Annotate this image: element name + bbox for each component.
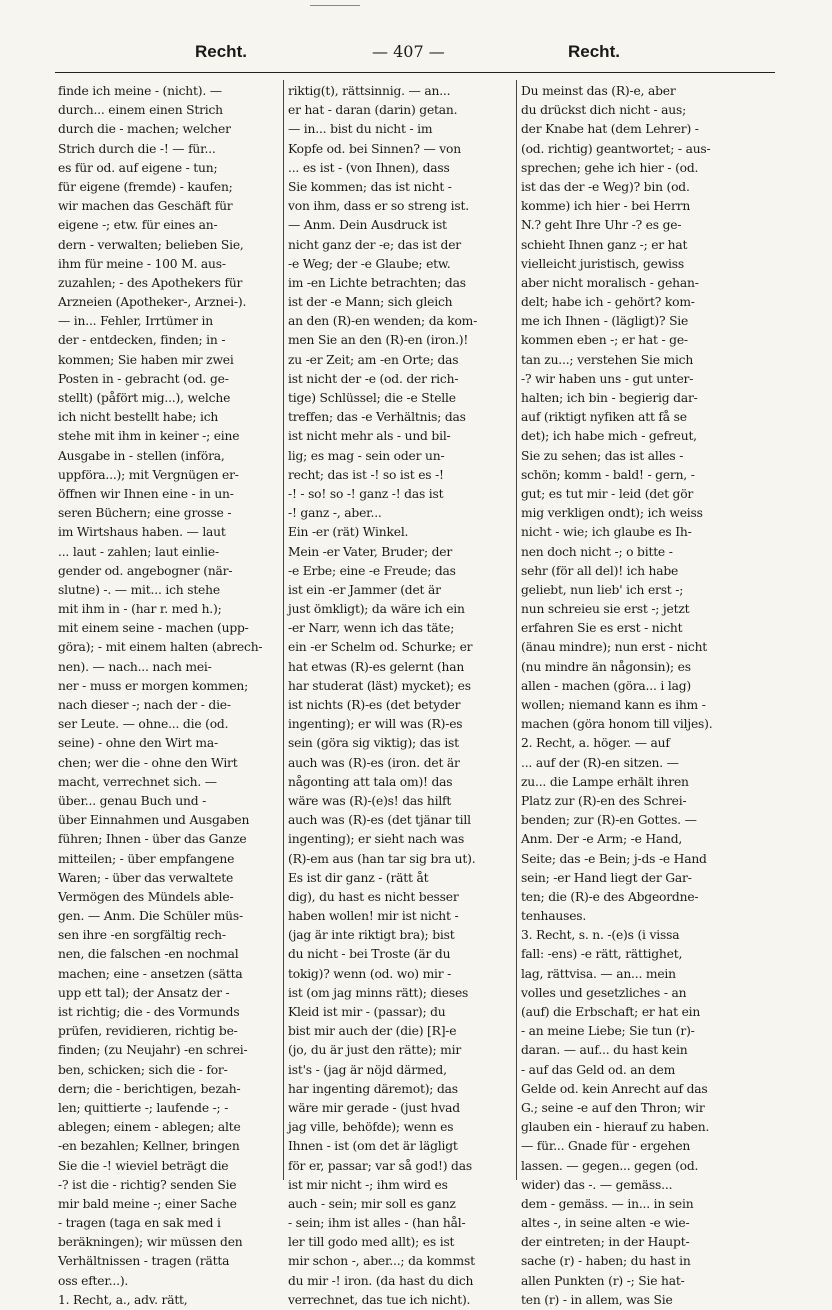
text-line: zuzahlen; - des Apothekers für	[58, 275, 243, 290]
text-line: Sie zu sehen; das ist alles -	[521, 448, 684, 463]
text-line: beräkningen); wir müssen den	[58, 1235, 243, 1250]
text-line: det); ich habe mich - gefreut,	[521, 429, 697, 444]
text-line: 1. Recht, a., adv. rätt,	[58, 1292, 188, 1307]
text-line: dern - verwalten; belieben Sie,	[58, 237, 244, 252]
text-line: Vermögen des Mündels able-	[58, 889, 234, 904]
text-line: 2. Recht, a. höger. — auf	[521, 736, 670, 751]
text-line: sehr (för all del)! ich habe	[521, 563, 679, 578]
text-line: kommen eben -; er hat - ge-	[521, 333, 688, 348]
text-line: auch was (R)-es (det tjänar till	[288, 813, 471, 828]
text-line: für eigene (fremde) - kaufen;	[58, 179, 233, 194]
text-line: ... auf der (R)-en sitzen. —	[521, 755, 679, 770]
text-line: komme) ich hier - bei Herrn	[521, 199, 691, 214]
text-line: wäre mir gerade - (just hvad	[288, 1100, 460, 1115]
text-line: Platz zur (R)-en des Schrei-	[521, 793, 687, 808]
text-line: upp ett tal); der Ansatz der -	[58, 985, 230, 1000]
text-line: -e Weg; der -e Glaube; etw.	[288, 256, 451, 271]
text-line: (nu mindre än någonsin); es	[521, 659, 691, 674]
text-line: — in... Fehler, Irrtümer in	[58, 314, 213, 329]
text-line: Waren; - über das verwaltete	[58, 870, 234, 885]
text-line: recht; das ist -! so ist es -!	[288, 467, 444, 482]
text-line: ist nicht der -e (od. der rich-	[288, 371, 459, 386]
text-line: (od. richtig) geantwortet; - aus-	[521, 141, 711, 156]
text-line: es für od. auf eigene - tun;	[58, 160, 218, 175]
header-rule	[55, 72, 775, 73]
text-line: ist nichts (R)-es (det betyder	[288, 698, 461, 712]
text-line: - an meine Liebe; Sie tun (r)-	[521, 1024, 695, 1039]
text-line: oss efter...).	[58, 1273, 129, 1288]
print-mark	[310, 5, 360, 10]
text-line: machen (göra honom till viljes).	[521, 717, 713, 732]
text-line: ein -er Schelm od. Schurke; er	[288, 640, 473, 655]
text-line: sen ihre -en sorgfältig rech-	[58, 928, 226, 943]
page-number: — 407 —	[372, 42, 445, 61]
text-line: Sie kommen; das ist nicht -	[288, 179, 452, 194]
text-line: im Wirtshaus haben. — laut	[58, 525, 226, 540]
text-line: eigene -; etw. für eines an-	[58, 218, 218, 233]
text-line: finden; (zu Neujahr) -en schrei-	[58, 1043, 248, 1058]
text-line: an den (R)-en wenden; da kom-	[288, 314, 478, 329]
text-line: -! ganz -, aber...	[288, 506, 382, 521]
text-line: nicht ganz der -e; das ist der	[288, 237, 461, 252]
text-line: G.; seine -e auf den Thron; wir	[521, 1100, 705, 1115]
text-line: vielleicht juristisch, gewiss	[521, 256, 684, 271]
text-line: durch... einem einen Strich	[58, 103, 223, 118]
text-line: prüfen, revidieren, richtig be-	[58, 1024, 238, 1039]
text-line: någonting att tala om)! das	[288, 774, 453, 789]
text-line: just ömkligt); da wäre ich ein	[288, 602, 465, 617]
text-line: glauben ein - hierauf zu haben.	[521, 1120, 710, 1135]
text-line: sein (göra sig viktig); das ist	[288, 736, 459, 751]
text-line: — Anm. Dein Ausdruck ist	[288, 218, 447, 233]
text-line: lag, rättvisa. — an... mein	[521, 966, 676, 981]
text-line: men Sie an den (R)-en (iron.)!	[288, 333, 469, 348]
text-line: ist richtig; die - des Vormunds	[58, 1005, 240, 1019]
text-line: zu -er Zeit; am -en Orte; das	[288, 352, 459, 367]
text-line: delt; habe ich - gehört? kom-	[521, 295, 695, 310]
text-line: uppföra...); mit Vergnügen er-	[58, 467, 239, 482]
text-line: tan zu...; verstehen Sie mich	[521, 352, 694, 367]
text-line: Du meinst das (R)-e, aber	[521, 84, 676, 98]
text-line: slutne) -. — mit... ich stehe	[58, 582, 220, 597]
text-line: ben, schicken; sich die - for-	[58, 1062, 228, 1077]
text-line: N.? geht Ihre Uhr -? es ge-	[521, 218, 682, 233]
text-line: dig), du hast es nicht besser	[288, 889, 459, 904]
text-line: ist ein -er Jammer (det är	[288, 582, 441, 597]
text-line: chen; wer die - ohne den Wirt	[58, 755, 238, 770]
text-line: Anm. Der -e Arm; -e Hand,	[521, 832, 683, 847]
running-head	[0, 42, 832, 72]
text-line: daran. — auf... du hast kein	[521, 1043, 688, 1058]
text-line: tenhauses.	[521, 909, 587, 924]
text-line: von ihm, dass er so streng ist.	[288, 199, 469, 214]
text-line: der - entdecken, finden; in -	[58, 333, 226, 348]
text-line: finde ich meine - (nicht). —	[58, 84, 222, 98]
text-line: — für... Gnade für - ergehen	[521, 1139, 691, 1154]
text-line: wir machen das Geschäft für	[58, 199, 233, 214]
text-line: stellt) (påfört mig...), welche	[58, 391, 231, 405]
text-line: ingenting); er sieht nach was	[288, 832, 465, 847]
text-line: -e Erbe; eine -e Freude; das	[288, 563, 456, 578]
text-line: — in... bist du nicht - im	[288, 122, 433, 137]
text-line: zu... die Lampe erhält ihren	[521, 774, 689, 789]
text-line: fall: -ens) -e rätt, rättighet,	[521, 947, 683, 962]
text-line: Verhältnissen - tragen (rätta	[58, 1254, 230, 1269]
text-line: stehe mit ihm in keiner -; eine	[58, 429, 240, 444]
text-line: gender od. angebogner (när-	[58, 563, 233, 578]
text-line: ser Leute. — ohne... die (od.	[58, 717, 229, 732]
text-line: dem - gemäss. — in... in sein	[521, 1196, 694, 1211]
text-line: kommen; Sie haben mir zwei	[58, 352, 234, 367]
text-line: ich nicht bestellt habe; ich	[58, 410, 219, 425]
text-line: ihm für meine - 100 M. aus-	[58, 256, 226, 271]
text-line: ist der -e Mann; sich gleich	[288, 295, 453, 310]
text-line: sache (r) - haben; du hast in	[521, 1254, 691, 1269]
text-line: wider) das -. — gemäss...	[521, 1177, 673, 1192]
text-line: über Einnahmen und Ausgaben	[58, 813, 250, 828]
text-line: Ein -er (rät) Winkel.	[288, 525, 409, 540]
column-divider	[516, 80, 517, 1180]
text-line: ten; die (R)-e des Abgeordne-	[521, 889, 699, 904]
text-line: halten; ich bin - begierig dar-	[521, 391, 698, 405]
text-line: gen. — Anm. Die Schüler müs-	[58, 909, 243, 924]
text-line: (änau mindre); nun erst - nicht	[521, 640, 708, 655]
text-line: auch was (R)-es (iron. det är	[288, 755, 460, 770]
text-line: ner - muss er morgen kommen;	[58, 678, 249, 693]
text-line: ist nicht mehr als - und bil-	[288, 429, 451, 444]
text-line: du drückst dich nicht - aus;	[521, 103, 687, 118]
text-line: haben wollen! mir ist nicht -	[288, 909, 459, 924]
text-line: nen). — nach... nach mei-	[58, 659, 212, 674]
text-line: er hat - daran (darin) getan.	[288, 103, 458, 118]
text-line: sprechen; gehe ich hier - (od.	[521, 160, 699, 175]
text-line: mit ihm in - (har r. med h.);	[58, 602, 222, 617]
running-head-right: Recht.	[568, 42, 620, 61]
text-line: mig verkligen ondt); ich weiss	[521, 506, 703, 521]
text-line: wäre was (R)-(e)s! das hilft	[288, 793, 452, 808]
text-line: har ingenting däremot); das	[288, 1081, 458, 1096]
text-line: -? ist die - richtig? senden Sie	[58, 1177, 237, 1192]
text-line: aber nicht moralisch - gehan-	[521, 275, 699, 290]
text-line: auf (riktigt nyfiken att få se	[521, 410, 687, 425]
text-line: nen doch nicht -; o bitte -	[521, 544, 673, 559]
text-line: Strich durch die -! — für...	[58, 141, 216, 156]
text-line: im -en Lichte betrachten; das	[288, 275, 466, 290]
text-line: tige) Schlüssel; die -e Stelle	[288, 391, 456, 405]
text-line: nach dieser -; nach der - die-	[58, 698, 231, 712]
text-line: treffen; das -e Verhältnis; das	[288, 410, 466, 425]
column-divider	[283, 80, 284, 1180]
text-line: -er Narr, wenn ich das täte;	[288, 621, 455, 636]
text-line: ist das der -e Weg)? bin (od.	[521, 179, 690, 194]
text-line: tokig)? wenn (od. wo) mir -	[288, 966, 452, 981]
text-line: ten (r) - in allem, was Sie	[521, 1292, 673, 1307]
text-line: (jag är inte riktigt bra); bist	[288, 928, 455, 943]
text-line: seine) - ohne den Wirt ma-	[58, 736, 218, 751]
text-line: der eintreten; in der Haupt-	[521, 1235, 690, 1250]
text-line: Posten in - gebracht (od. ge-	[58, 371, 229, 386]
text-line: mir bald meine -; einer Sache	[58, 1196, 237, 1211]
text-line: du mir -! iron. (da hast du dich	[288, 1273, 474, 1288]
text-line: Mein -er Vater, Bruder; der	[288, 544, 453, 559]
text-line: wollen; niemand kann es ihm -	[521, 698, 706, 712]
text-line: har studerat (läst) mycket); es	[288, 678, 471, 693]
text-line: bist mir auch der (die) [R]-e	[288, 1024, 457, 1039]
text-line: öffnen wir Ihnen eine - in un-	[58, 486, 234, 501]
text-line: allen - machen (göra... i lag)	[521, 678, 691, 693]
text-line: Kleid ist mir - (passar); du	[288, 1005, 446, 1019]
text-line: Ausgabe in - stellen (införa,	[58, 448, 225, 463]
text-line: mitteilen; - über empfangene	[58, 851, 235, 866]
text-line: Ihnen - ist (om det är lägligt	[288, 1139, 458, 1154]
text-line: du nicht - bei Troste (är du	[288, 947, 451, 962]
text-line: (jo, du är just den rätte); mir	[288, 1043, 462, 1058]
text-line: macht, verrechnet sich. —	[58, 774, 217, 789]
text-line: -! - so! so -! ganz -! das ist	[288, 486, 444, 501]
text-line: führen; Ihnen - über das Ganze	[58, 832, 247, 847]
text-line: - auf das Geld od. an dem	[521, 1062, 676, 1077]
text-line: nicht - wie; ich glaube es Ih-	[521, 525, 692, 540]
text-line: (R)-em aus (han tar sig bra ut).	[288, 851, 476, 866]
text-line: lig; es mag - sein oder un-	[288, 448, 445, 463]
text-line: altes -, in seine alten -e wie-	[521, 1216, 690, 1231]
text-line: Seite; das -e Bein; j-ds -e Hand	[521, 851, 707, 866]
text-line: geliebt, nun lieb' ich erst -;	[521, 582, 684, 597]
running-head-left: Recht.	[195, 42, 247, 61]
text-line: seren Büchern; eine grosse -	[58, 506, 232, 521]
text-line: verrechnet, das tue ich nicht).	[288, 1292, 471, 1307]
text-line: schieht Ihnen ganz -; er hat	[521, 237, 688, 252]
text-line: hat etwas (R)-es gelernt (han	[288, 659, 465, 674]
text-line: ... laut - zahlen; laut einlie-	[58, 544, 219, 559]
text-column-3	[521, 82, 739, 1307]
text-line: Es ist dir ganz - (rätt åt	[288, 870, 429, 885]
text-column-2	[288, 82, 513, 1307]
text-line: jag ville, behöfde); wenn es	[288, 1120, 454, 1135]
text-line: ist's - (jag är nöjd därmed,	[288, 1062, 447, 1077]
text-column-1	[58, 82, 280, 1307]
text-line: ablegen; einem - ablegen; alte	[58, 1120, 241, 1135]
text-line: 3. Recht, s. n. -(e)s (i vissa	[521, 928, 680, 943]
text-line: (auf) die Erbschaft; er hat ein	[521, 1005, 701, 1019]
text-line: lassen. — gegen... gegen (od.	[521, 1158, 699, 1173]
text-line: volles und gesetzliches - an	[521, 985, 687, 1000]
text-line: erfahren Sie es erst - nicht	[521, 621, 683, 636]
text-line: schön; komm - bald! - gern, -	[521, 467, 695, 482]
text-line: - sein; ihm ist alles - (han hål-	[288, 1216, 466, 1231]
text-line: Gelde od. kein Anrecht auf das	[521, 1081, 708, 1096]
text-line: nun schreieu sie erst -; jetzt	[521, 602, 690, 617]
text-line: sein; -er Hand liegt der Gar-	[521, 870, 692, 885]
text-line: auch - sein; mir soll es ganz	[288, 1196, 456, 1211]
text-line: len; quittierte -; laufende -; -	[58, 1100, 229, 1115]
text-line: ler till godo med allt); es ist	[288, 1235, 455, 1250]
text-line: ingenting); er will was (R)-es	[288, 717, 463, 732]
text-line: gut; es tut mir - leid (det gör	[521, 486, 694, 501]
text-line: dern; die - berichtigen, bezah-	[58, 1081, 241, 1096]
text-line: durch die - machen; welcher	[58, 122, 231, 137]
text-line: ist mir nicht -; ihm wird es	[288, 1177, 448, 1192]
text-line: Kopfe od. bei Sinnen? — von	[288, 141, 461, 156]
text-line: allen Punkten (r) -; Sie hat-	[521, 1273, 685, 1288]
text-line: mit einem seine - machen (upp-	[58, 621, 249, 636]
text-line: mir schon -, aber...; da kommst	[288, 1254, 475, 1269]
text-line: -? wir haben uns - gut unter-	[521, 371, 694, 386]
text-line: über... genau Buch und -	[58, 793, 207, 808]
text-line: ist (om jag minns rätt); dieses	[288, 985, 469, 1000]
text-line: för er, passar; var så god!) das	[288, 1158, 472, 1173]
text-line: me ich Ihnen - (lägligt)? Sie	[521, 314, 689, 329]
text-line: benden; zur (R)-en Gottes. —	[521, 813, 697, 828]
text-line: nen, die falschen -en nochmal	[58, 947, 239, 962]
text-line: machen; eine - ansetzen (sätta	[58, 966, 243, 981]
text-line: Arzneien (Apotheker-, Arznei-).	[58, 295, 247, 310]
text-line: der Knabe hat (dem Lehrer) -	[521, 122, 699, 137]
text-line: ... es ist - (von Ihnen), dass	[288, 160, 450, 175]
text-line: -en bezahlen; Kellner, bringen	[58, 1139, 240, 1154]
text-line: Sie die -! wieviel beträgt die	[58, 1158, 229, 1173]
text-line: göra); - mit einem halten (abrech-	[58, 640, 263, 655]
text-line: - tragen (taga en sak med i	[58, 1216, 221, 1231]
text-line: riktig(t), rättsinnig. — an...	[288, 84, 451, 98]
